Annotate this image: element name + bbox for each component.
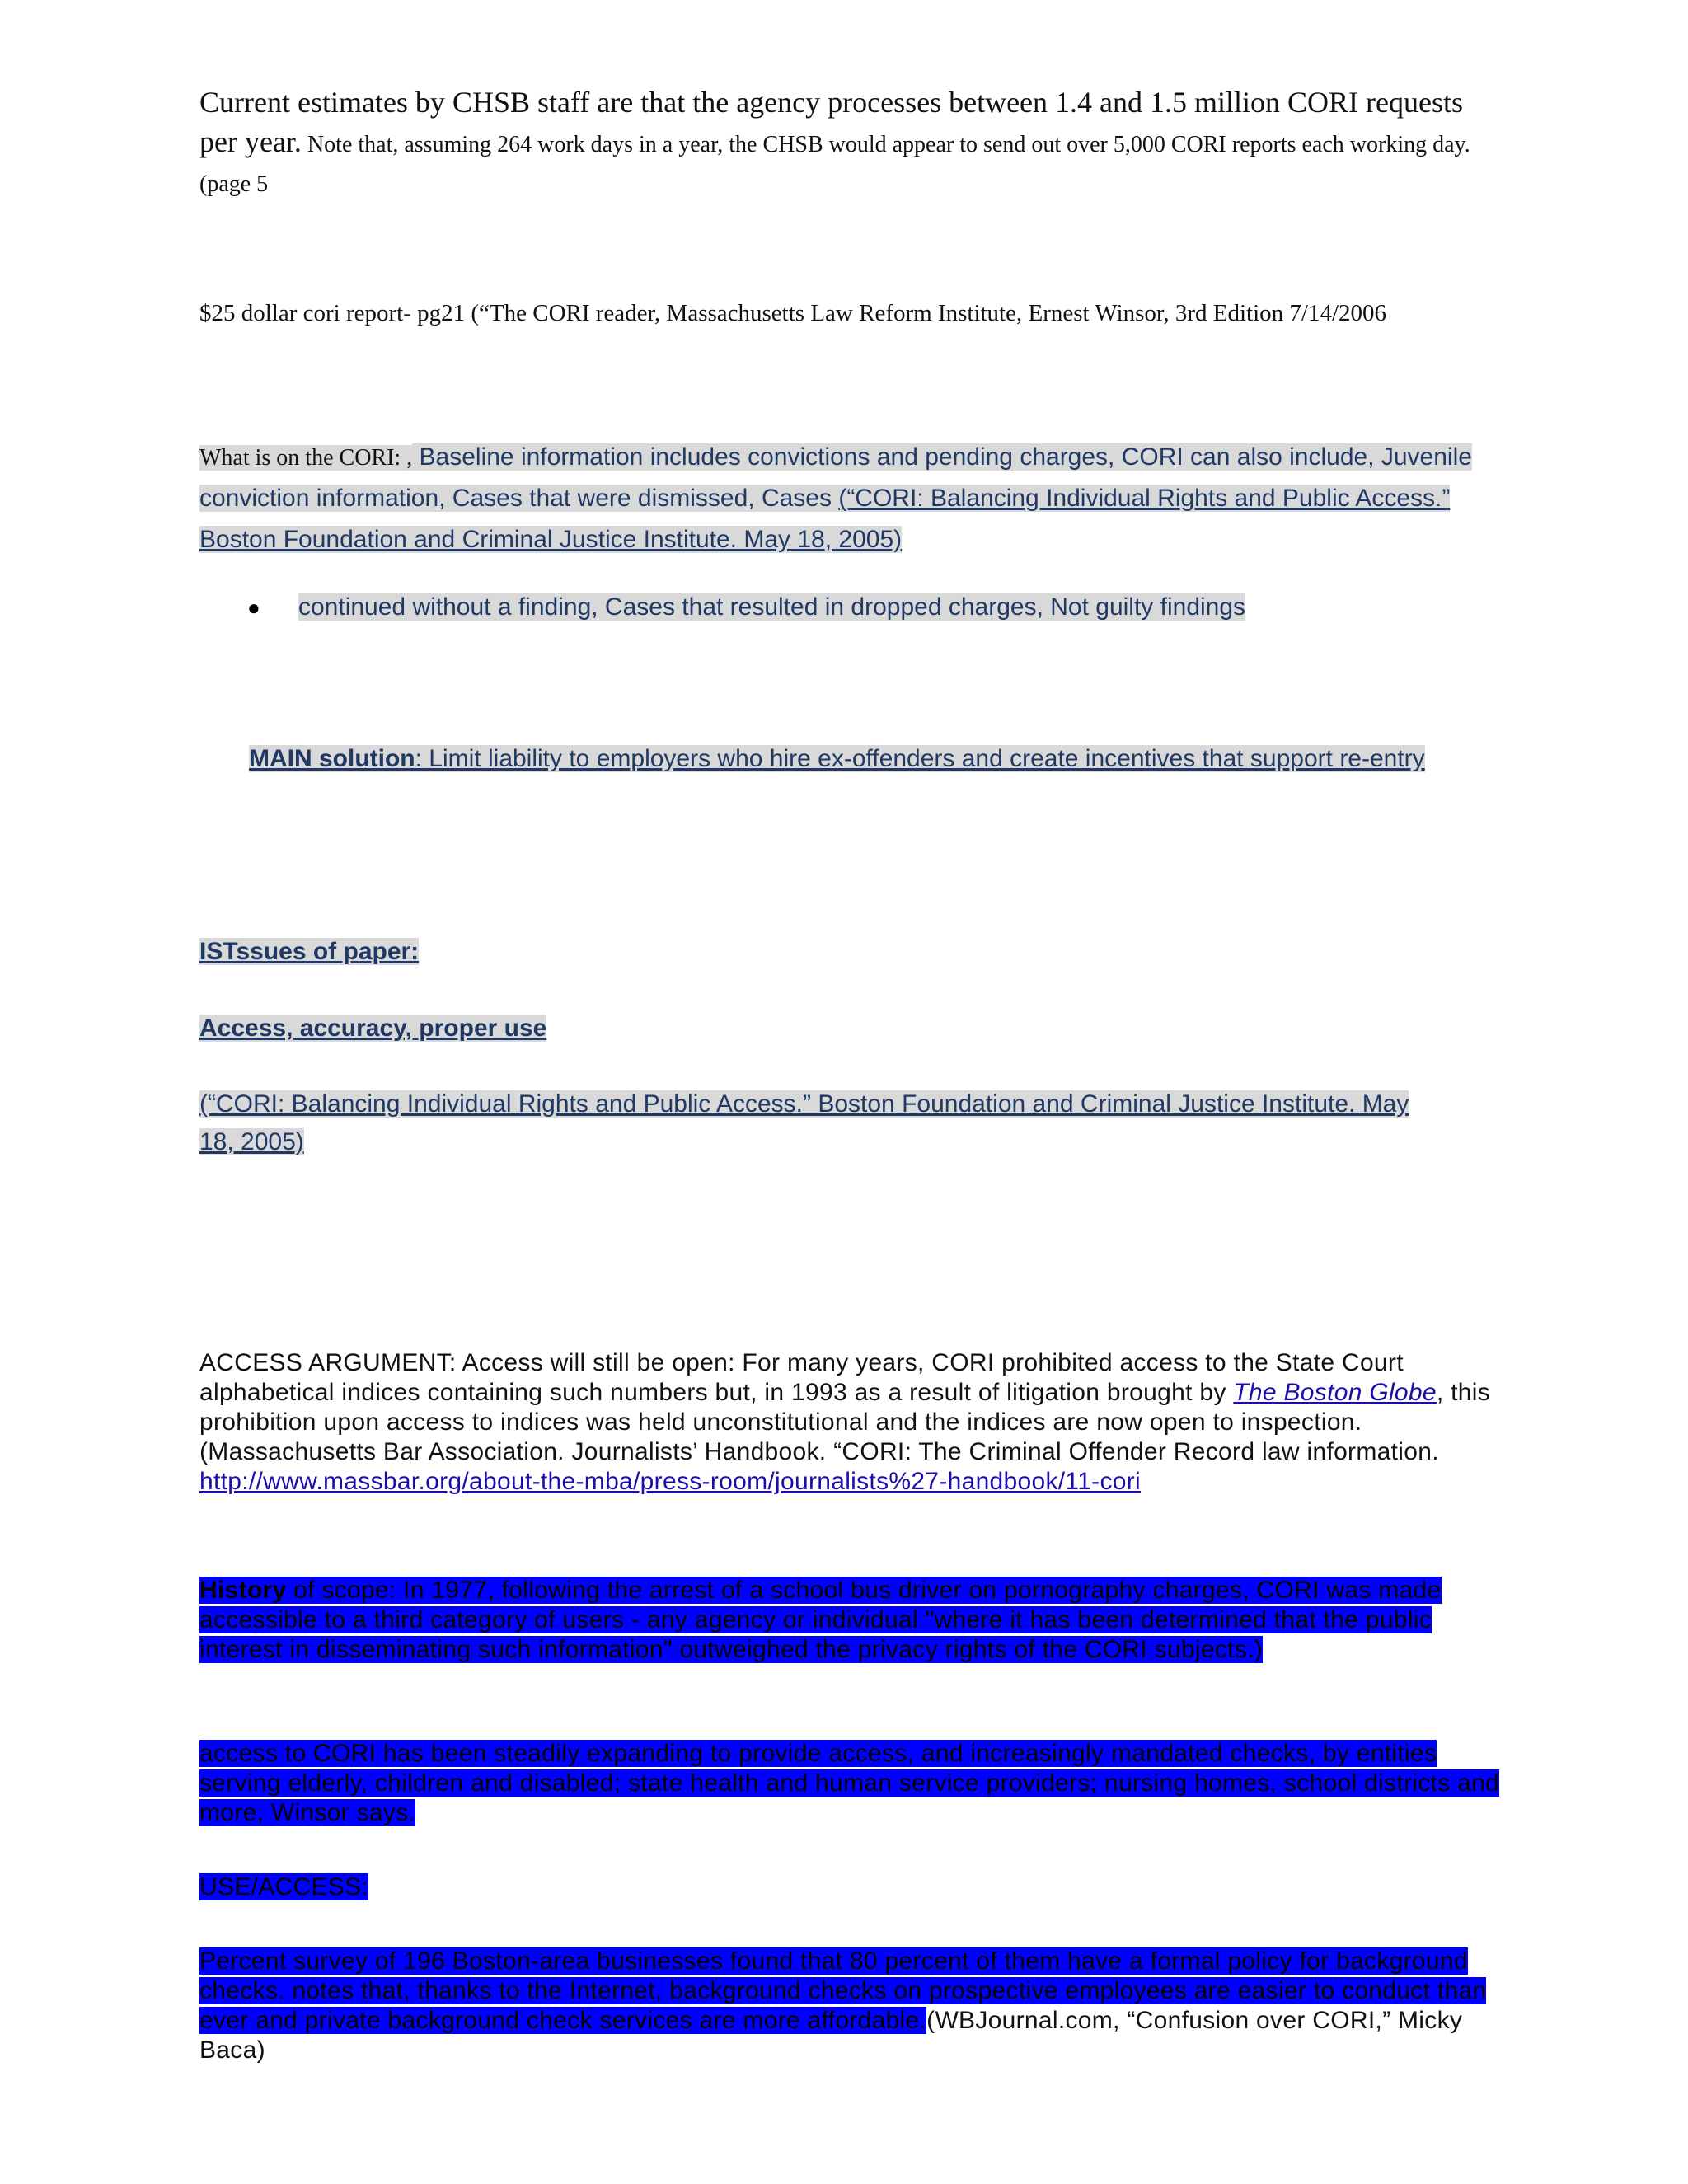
- survey-citation: (WBJournal.com, “Confusion over CORI,” Micky Baca): [199, 2007, 1463, 2064]
- access-accuracy-heading: [199, 1010, 546, 1047]
- use-access-heading: [199, 1872, 368, 1902]
- bullet-icon: ●: [247, 595, 260, 620]
- paragraph-what-is-on-cori-lead: What is on the CORI: ,: [199, 445, 413, 471]
- access-argument-text-1: ACCESS ARGUMENT: Access will still be open: For many years, CORI prohibited access to the State Court alphabetical indices containing such numbers but, in 1993 as a result of litigation brought by: [199, 1349, 1404, 1406]
- citation-paragraph: [199, 1085, 1436, 1161]
- paragraph-chsb-estimates-note: Note that, assuming 264 work days in a year, the CHSB would appear to send out over 5,000 CORI reports each working day. (page 5: [199, 132, 1470, 197]
- history-paragraph: [199, 1576, 1518, 1665]
- access-argument-text-2: , this prohibition upon access to indices was held unconstitutional and the indices are now open to inspection. (Massachusetts Bar Association. Journalists’ Handbook. “CORI: The Criminal Offender Record law information.: [199, 1379, 1491, 1465]
- bullet-list-item: [247, 588, 1484, 626]
- survey-paragraph: [199, 1947, 1518, 2065]
- access-expanding-paragraph: [199, 1739, 1518, 1828]
- history-text: of scope: In 1977, following the arrest of a school bus driver on pornography charges, CORI was made accessible to a third category of users - any agency or individual "where it has been determined that the public interest in disseminating such information" outweighed the privacy rights of the CORI subjects.): [199, 1577, 1442, 1663]
- paragraph-chsb-estimates: [199, 82, 1502, 204]
- main-solution-paragraph: [249, 740, 1485, 778]
- access-argument-paragraph: [199, 1348, 1518, 1497]
- massbar-link[interactable]: http://www.massbar.org/about-the-mba/press-room/journalists%27-handbook/11-cori: [199, 1468, 1142, 1495]
- access-expanding-text: access to CORI has been steadily expanding to provide access, and increasingly mandated checks, by entities serving elderly, children and disabled; state health and human service providers; nursing homes, school districts and more, Winsor says.: [199, 1740, 1500, 1826]
- issues-heading-text: ISTssues of paper:: [199, 938, 420, 965]
- bullet-item-text: continued without a finding, Cases that resulted in dropped charges, Not guilty findings: [298, 593, 1246, 621]
- access-accuracy-heading-text: Access, accuracy, proper use: [199, 1015, 547, 1042]
- main-solution-label: MAIN solution: [249, 745, 415, 772]
- paragraph-cori-report-cost: $25 dollar cori report- pg21 (“The CORI reader, Massachusetts Law Reform Institute, Ernest Winsor, 3rd Edition 7/14/2006: [199, 300, 1387, 326]
- survey-highlighted-text: Percent survey of 196 Boston-area businesses found that 80 percent of them have a formal policy for background checks. notes that, thanks to the Internet, background checks on prospective employees are easier to conduct than ever and private background check services are more affordable.: [199, 1947, 1487, 2034]
- use-access-heading-text: USE/ACCESS:: [199, 1873, 369, 1900]
- boston-globe-link[interactable]: The Boston Globe: [1233, 1379, 1437, 1406]
- citation-link-boston-foundation[interactable]: (“CORI: Balancing Individual Rights and Public Access.” Boston Foundation and Criminal Justice Institute. May 18, 2005): [199, 485, 1451, 553]
- paragraph-chsb-estimates-main: Current estimates by CHSB staff are that the agency processes between 1.4 and 1.5 million CORI requests per year.: [199, 86, 1463, 158]
- main-solution-text: : Limit liability to employers who hire ex-offenders and create incentives that support re-entry: [415, 745, 1425, 772]
- citation-link-boston-foundation-2[interactable]: (“CORI: Balancing Individual Rights and Public Access.” Boston Foundation and Criminal Justice Institute. May 18, 2005): [199, 1090, 1409, 1155]
- issues-heading: [199, 933, 419, 971]
- history-label: History: [199, 1577, 287, 1604]
- paragraph-what-is-on-cori: [199, 438, 1502, 562]
- paragraph-what-is-on-cori-body: Baseline information includes convictions and pending charges, CORI can also include, Juvenile conviction information, Cases that were dismissed, Cases: [199, 443, 1472, 512]
